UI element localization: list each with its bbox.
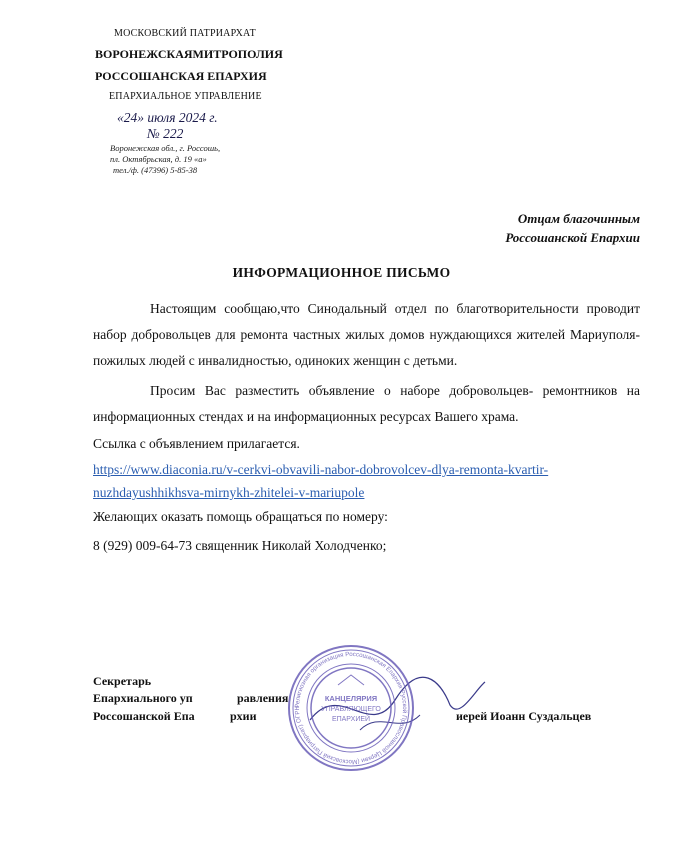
paragraph-1 — [93, 296, 640, 374]
recipient-line-2: Россошанской Епархии — [505, 230, 640, 245]
signature-title-3-end: рхии — [230, 709, 257, 723]
svg-text:Религиозная организация Россош — [286, 643, 408, 765]
signature-title-3: Россошанской Епа — [93, 709, 195, 723]
paragraph-2 — [93, 378, 640, 430]
eparchy-header: РОССОШАНСКАЯ ЕПАРХИЯ — [95, 69, 267, 83]
announcement-link-line-2[interactable]: nuzhdayushhikhsva-mirnykh-zhitelei-v-mariupole — [93, 485, 365, 500]
signer-name: иерей Иоанн Суздальцев — [456, 709, 592, 723]
seal-center-text-2: УПРАВЛЯЮЩЕГО — [321, 706, 381, 713]
paragraph-2-text: Просим Вас разместить объявление о наборе добровольцев- ремонтников на информационных стендах и на информационных ресурсах Вашего храма. — [93, 383, 640, 424]
eparchy-seal — [286, 643, 416, 773]
signature-title-1: Секретарь — [93, 674, 152, 688]
recipient-line-1: Отцам благочинным — [517, 211, 640, 226]
address-line-2: пл. Октябрьская, д. 19 «а» — [110, 154, 207, 164]
letter-number: № 222 — [147, 126, 184, 141]
metropolis-header: ВОРОНЕЖСКАЯМИТРОПОЛИЯ — [95, 47, 283, 61]
letter-date: «24» июля 2024 г. — [117, 110, 218, 125]
contact-intro: Желающих оказать помощь обращаться по номеру: — [93, 509, 388, 524]
seal-cross-icon — [338, 675, 364, 685]
signature-title-2: Епархиального уп — [93, 691, 193, 705]
seal-center-text-1: КАНЦЕЛЯРИЯ — [324, 694, 378, 703]
announcement-link-line-1[interactable]: https://www.diaconia.ru/v-cerkvi-obvavili-nabor-dobrovolcev-dlya-remonta-kvartir- — [93, 462, 549, 477]
paragraph-1-text: Настоящим сообщаю,что Синодальный отдел по благотворительности проводит набор добровольцев для ремонта частных жилых домов нуждающихся жителей Мариуполя-пожилых людей с инвалидностью, одиноких женщин с детьми. — [93, 301, 640, 368]
document-title: ИНФОРМАЦИОННОЕ ПИСЬМО — [232, 265, 451, 280]
phone-line: тел./ф. (47396) 5-85-38 — [113, 165, 198, 175]
signature-title-2-end: равления — [237, 691, 289, 705]
seal-center-text-3: ЕПАРХИЕЙ — [331, 716, 371, 723]
seal-ring-text: Религиозная организация Россошанская Епархия Русской Православной Церкви (Московский Патриархат) ОГРН — [293, 650, 409, 766]
address-line-1: Воронежская обл., г. Россошь, — [110, 143, 221, 153]
patriarchate-header: МОСКОВСКИЙ ПАТРИАРХАТ — [114, 28, 256, 39]
contact-phone: 8 (929) 009-64-73 священник Николай Холодченко; — [93, 538, 387, 553]
administration-header: ЕПАРХИАЛЬНОЕ УПРАВЛЕНИЕ — [109, 91, 262, 102]
link-intro: Ссылка с объявлением прилагается. — [93, 436, 300, 451]
